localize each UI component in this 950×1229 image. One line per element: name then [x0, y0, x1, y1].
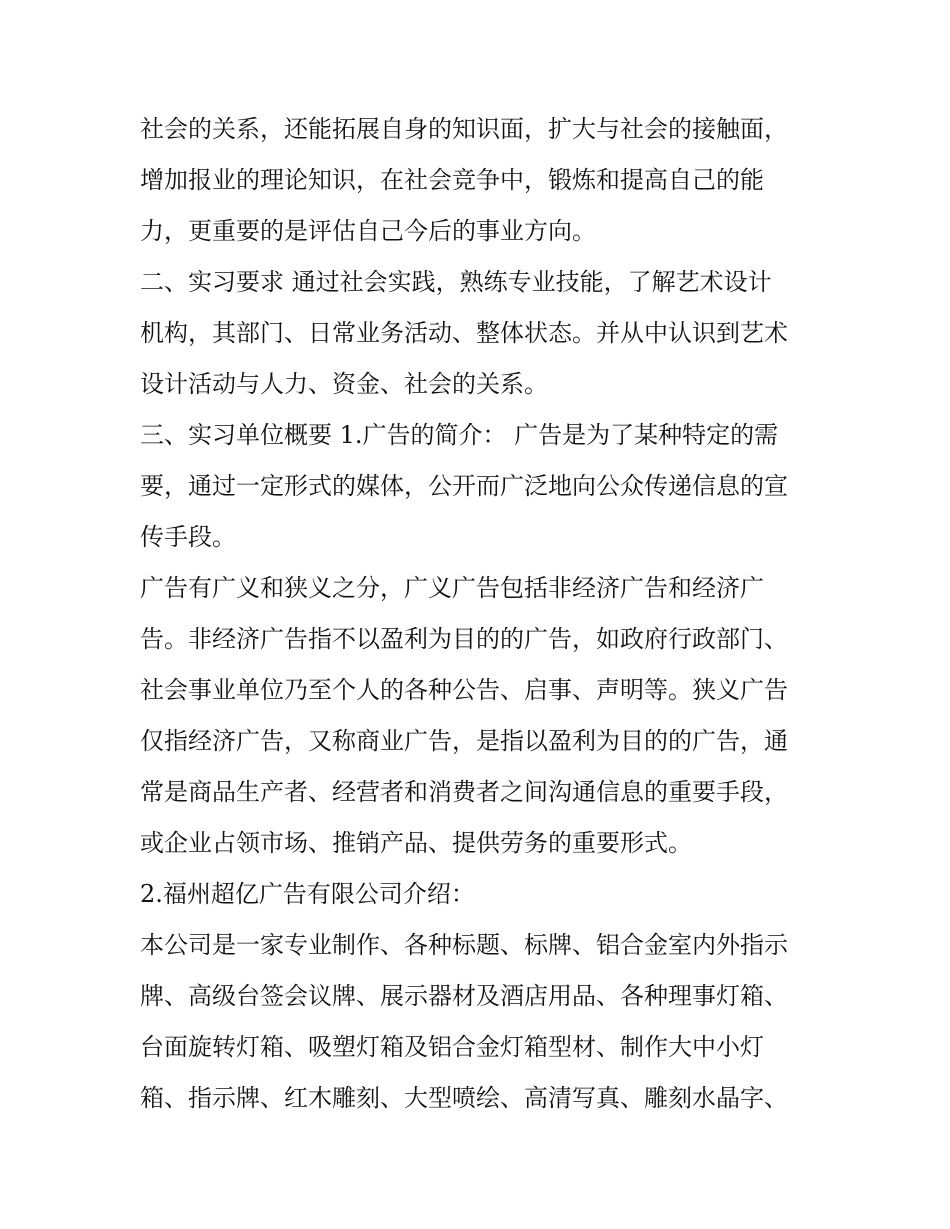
- text-line: 本公司是一家专业制作、各种标题、标牌、铝合金室内外指示: [140, 931, 788, 959]
- text-line: 常是商品生产者、经营者和消费者之间沟通信息的重要手段，: [140, 778, 788, 806]
- text-line: 牌、高级台签会议牌、展示器材及酒店用品、各种理事灯箱、: [140, 982, 788, 1010]
- text-line: 告。非经济广告指不以盈利为目的的广告，如政府行政部门、: [140, 625, 788, 653]
- text-line: 社会的关系，还能拓展自身的知识面，扩大与社会的接触面，: [140, 115, 788, 143]
- text-line: 增加报业的理论知识，在社会竞争中，锻炼和提高自己的能: [140, 166, 764, 194]
- text-line: 或企业占领市场、推销产品、提供劳务的重要形式。: [140, 829, 692, 857]
- text-line: 仅指经济广告，又称商业广告，是指以盈利为目的的广告，通: [140, 727, 788, 755]
- text-line: 机构，其部门、日常业务活动、整体状态。并从中认识到艺术: [140, 319, 788, 347]
- text-line: 力，更重要的是评估自己今后的事业方向。: [140, 217, 596, 245]
- text-line: 广告有广义和狭义之分，广义广告包括非经济广告和经济广: [140, 574, 764, 602]
- document-body: [140, 104, 820, 1124]
- text-line: 箱、指示牌、红木雕刻、大型喷绘、高清写真、雕刻水晶字、: [140, 1084, 788, 1112]
- text-line: 要，通过一定形式的媒体，公开而广泛地向公众传递信息的宣: [140, 472, 788, 500]
- text-line: 台面旋转灯箱、吸塑灯箱及铝合金灯箱型材、制作大中小灯: [140, 1033, 764, 1061]
- text-line: 三、实习单位概要 1.广告的简介： 广告是为了某种特定的需: [140, 421, 779, 449]
- text-line: 二、实习要求 通过社会实践，熟练专业技能，了解艺术设计: [140, 268, 772, 296]
- text-line: 2.福州超亿广告有限公司介绍：: [140, 880, 475, 908]
- text-line: 传手段。: [140, 523, 236, 551]
- text-line: 社会事业单位乃至个人的各种公告、启事、声明等。狭义广告: [140, 676, 788, 704]
- text-line: 设计活动与人力、资金、社会的关系。: [140, 370, 548, 398]
